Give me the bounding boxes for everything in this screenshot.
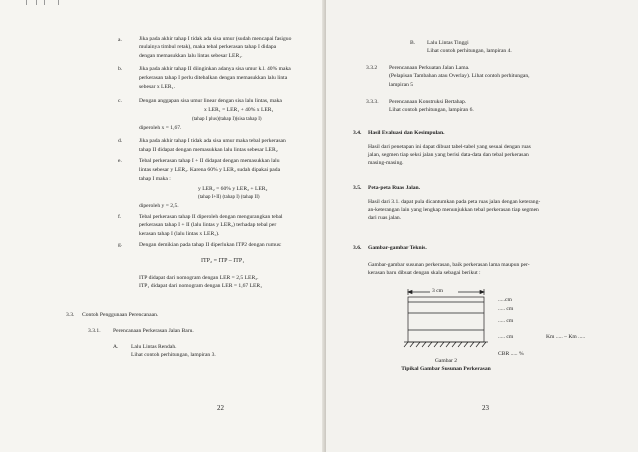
scan-artifact <box>0 0 70 6</box>
section-title: Peta-peta Ruas Jalan. <box>368 185 421 191</box>
item-mark: c. <box>118 98 122 104</box>
item-mark: e. <box>118 158 122 164</box>
layer-thickness-label: .....cm <box>498 297 512 303</box>
item-line: Tebal perkerasan tahap II diperoleh dengan mengurangkan tebal <box>139 214 283 220</box>
item-line: dengan memasukkan lalu lintas sebesar LER₁. <box>139 53 243 59</box>
subsection-number: 3.3.3. <box>366 99 379 105</box>
layer-thickness-label: ..... cm <box>498 334 514 340</box>
paragraph-line: dari ruas jalan. <box>368 215 402 221</box>
item-line: Lalu Lintas Tinggi <box>427 40 469 46</box>
item-mark: B. <box>410 40 416 46</box>
page-number: 22 <box>217 404 224 412</box>
subsection-number: 3.3.2 <box>366 65 378 71</box>
item-mark: g. <box>118 242 123 248</box>
section-number: 3.4. <box>353 130 362 136</box>
paragraph-line: an-keterangan lain yang lengkap menunjukkan tebal perkerasan tiap segmen <box>368 207 539 213</box>
figure-number: Gambar 2 <box>434 358 458 364</box>
item-line: Jika pada akhir tahap I tidak ada sisa umur (sudah mencapai fasiguo <box>139 36 292 42</box>
subsection-line: Perencanaan Perkuatan Jalan Lama. <box>389 65 470 71</box>
section-number: 3.6. <box>353 245 362 251</box>
section-title: Contoh Penggunaan Perencanaan. <box>82 312 159 318</box>
layer-thickness-label: ..... cm <box>498 306 514 312</box>
subsection-line: (Pelapisan Tambahan atau Overlay). Lihat contoh perhitungan, <box>389 73 530 79</box>
item-mark: a. <box>118 37 122 43</box>
figure-caption: Tipikal Gambar Susunan Perkerasan <box>401 366 491 372</box>
paragraph-line: masing-masing. <box>368 160 404 166</box>
item-line: perkerasan tahap I perlu ditebalkan dengan memasukkan lalu linta <box>139 75 288 81</box>
section-title: Hasil Evaluasi dan Kesimpulan. <box>368 130 445 136</box>
paragraph-line: Hasil dari penetapan ini dapat dibuat tabel-tabel yang sesuai dengan ruas <box>368 144 531 150</box>
paragraph-line: Hasil dari 3.1. dapat pula dicantumkan pada peta ruas jalan dengan keterang- <box>368 199 541 205</box>
subsection-line: lampiran 5 <box>389 82 414 88</box>
subsection-line: Perencanaan Konstruksi Bertahap. <box>389 99 467 105</box>
figure-width-label: 3 cm <box>432 288 444 294</box>
layer-thickness-label: ..... cm <box>498 318 514 324</box>
item-line: ITP₁ didapat dari nomogram dengan LER = 1,67 LER₁ <box>139 283 263 289</box>
item-line: Tebal perkerasan tahap I + II didapat dengan memasukkan lalu <box>139 158 280 164</box>
item-mark: b. <box>118 66 123 72</box>
section-number: 3.5. <box>353 185 362 191</box>
item-line: Lihat contoh perhitungan, lampiran 3. <box>131 352 216 358</box>
item-line: kerasan tahap I (lalu lintas x LER₁). <box>139 231 220 237</box>
section-number: 3.3. <box>66 312 75 318</box>
paragraph-line: jalan, segmen tiap seksi jalan yang berisi data-data dan tebal perkerasan <box>368 152 529 158</box>
item-line: lintas sebesar y LER₂. Karena 60% y LER₂ sudah dipakai pada <box>139 167 281 173</box>
item-line: mulainya timbul retak), maka tebal perkerasan tahap I didapa <box>139 44 277 50</box>
item-line: Jika pada akhir tahap II diinginkan adanya sisa umur k.l. 40% maka <box>139 66 291 72</box>
item-line: diperoleh y = 2,5. <box>139 203 179 209</box>
km-range-label: Km ..... – Km ..... <box>546 334 586 340</box>
equation: ITP₂ = ITP – ITP₁ <box>201 258 245 264</box>
item-line: Jika pada akhir tahap I tidak ada sisa umur maka tebal perkerasan <box>139 138 286 144</box>
item-line: ITP didapat dari nomogram dengan LER = 2,5 LER₂. <box>139 275 259 281</box>
paragraph-line: kerasan baru dibuat dengan skala sebagai berikut : <box>368 270 481 276</box>
right-page <box>326 0 638 452</box>
cbr-label: CBR ..... % <box>498 351 524 357</box>
equation-caption: (tahap I plus)(tahap I)(sisa tahap I) <box>192 117 262 122</box>
item-line: Dengan anggapan sisa umur linear dengan sisa lalu lintas, maka <box>139 98 282 104</box>
equation: x LER₁ = LER₁ + 40% x LER₁ <box>204 107 274 113</box>
subsection-title: Perencanaan Perkerasan Jalan Baru. <box>113 328 194 334</box>
equation: y LER₂ = 60% y LER₂ + LER₂ <box>198 186 268 192</box>
item-line: Dengan demikian pada tahap II diperlukan ITP2 dengan rumus: <box>139 242 282 248</box>
item-line: perkerasan tahap I + II (lalu lintas y LER₂) terhadap tebal per <box>139 222 277 228</box>
item-line: tahap I maka : <box>139 176 171 182</box>
item-line: Lalu Lintas Rendah. <box>131 344 177 350</box>
paragraph-line: Gambar-gambar susunan perkerasan, baik perkerasan lama maupun per- <box>368 262 530 268</box>
subsection-number: 3.3.1. <box>88 328 101 334</box>
item-line: diperoleh x = 1,67. <box>139 125 182 131</box>
item-mark: d. <box>118 138 123 144</box>
item-line: Lihat contoh perhitungan, lampiran 4. <box>427 48 512 54</box>
page-number: 23 <box>482 404 489 412</box>
item-mark: A. <box>113 344 119 350</box>
equation-caption: (tahap I+II) (tahap I) (tahap II) <box>198 195 260 200</box>
item-mark: f. <box>118 214 122 220</box>
pavement-layer-diagram <box>326 0 638 452</box>
section-title: Gambar-gambar Teknis. <box>368 245 427 251</box>
item-line: tahap II didapat dengan memasukkan lalu lintas sebesar LER₂ <box>139 147 278 153</box>
subsection-line: Lihat contoh perhitungan, lampiran 6. <box>389 107 474 113</box>
item-line: sebesar x LER₁. <box>139 84 175 90</box>
